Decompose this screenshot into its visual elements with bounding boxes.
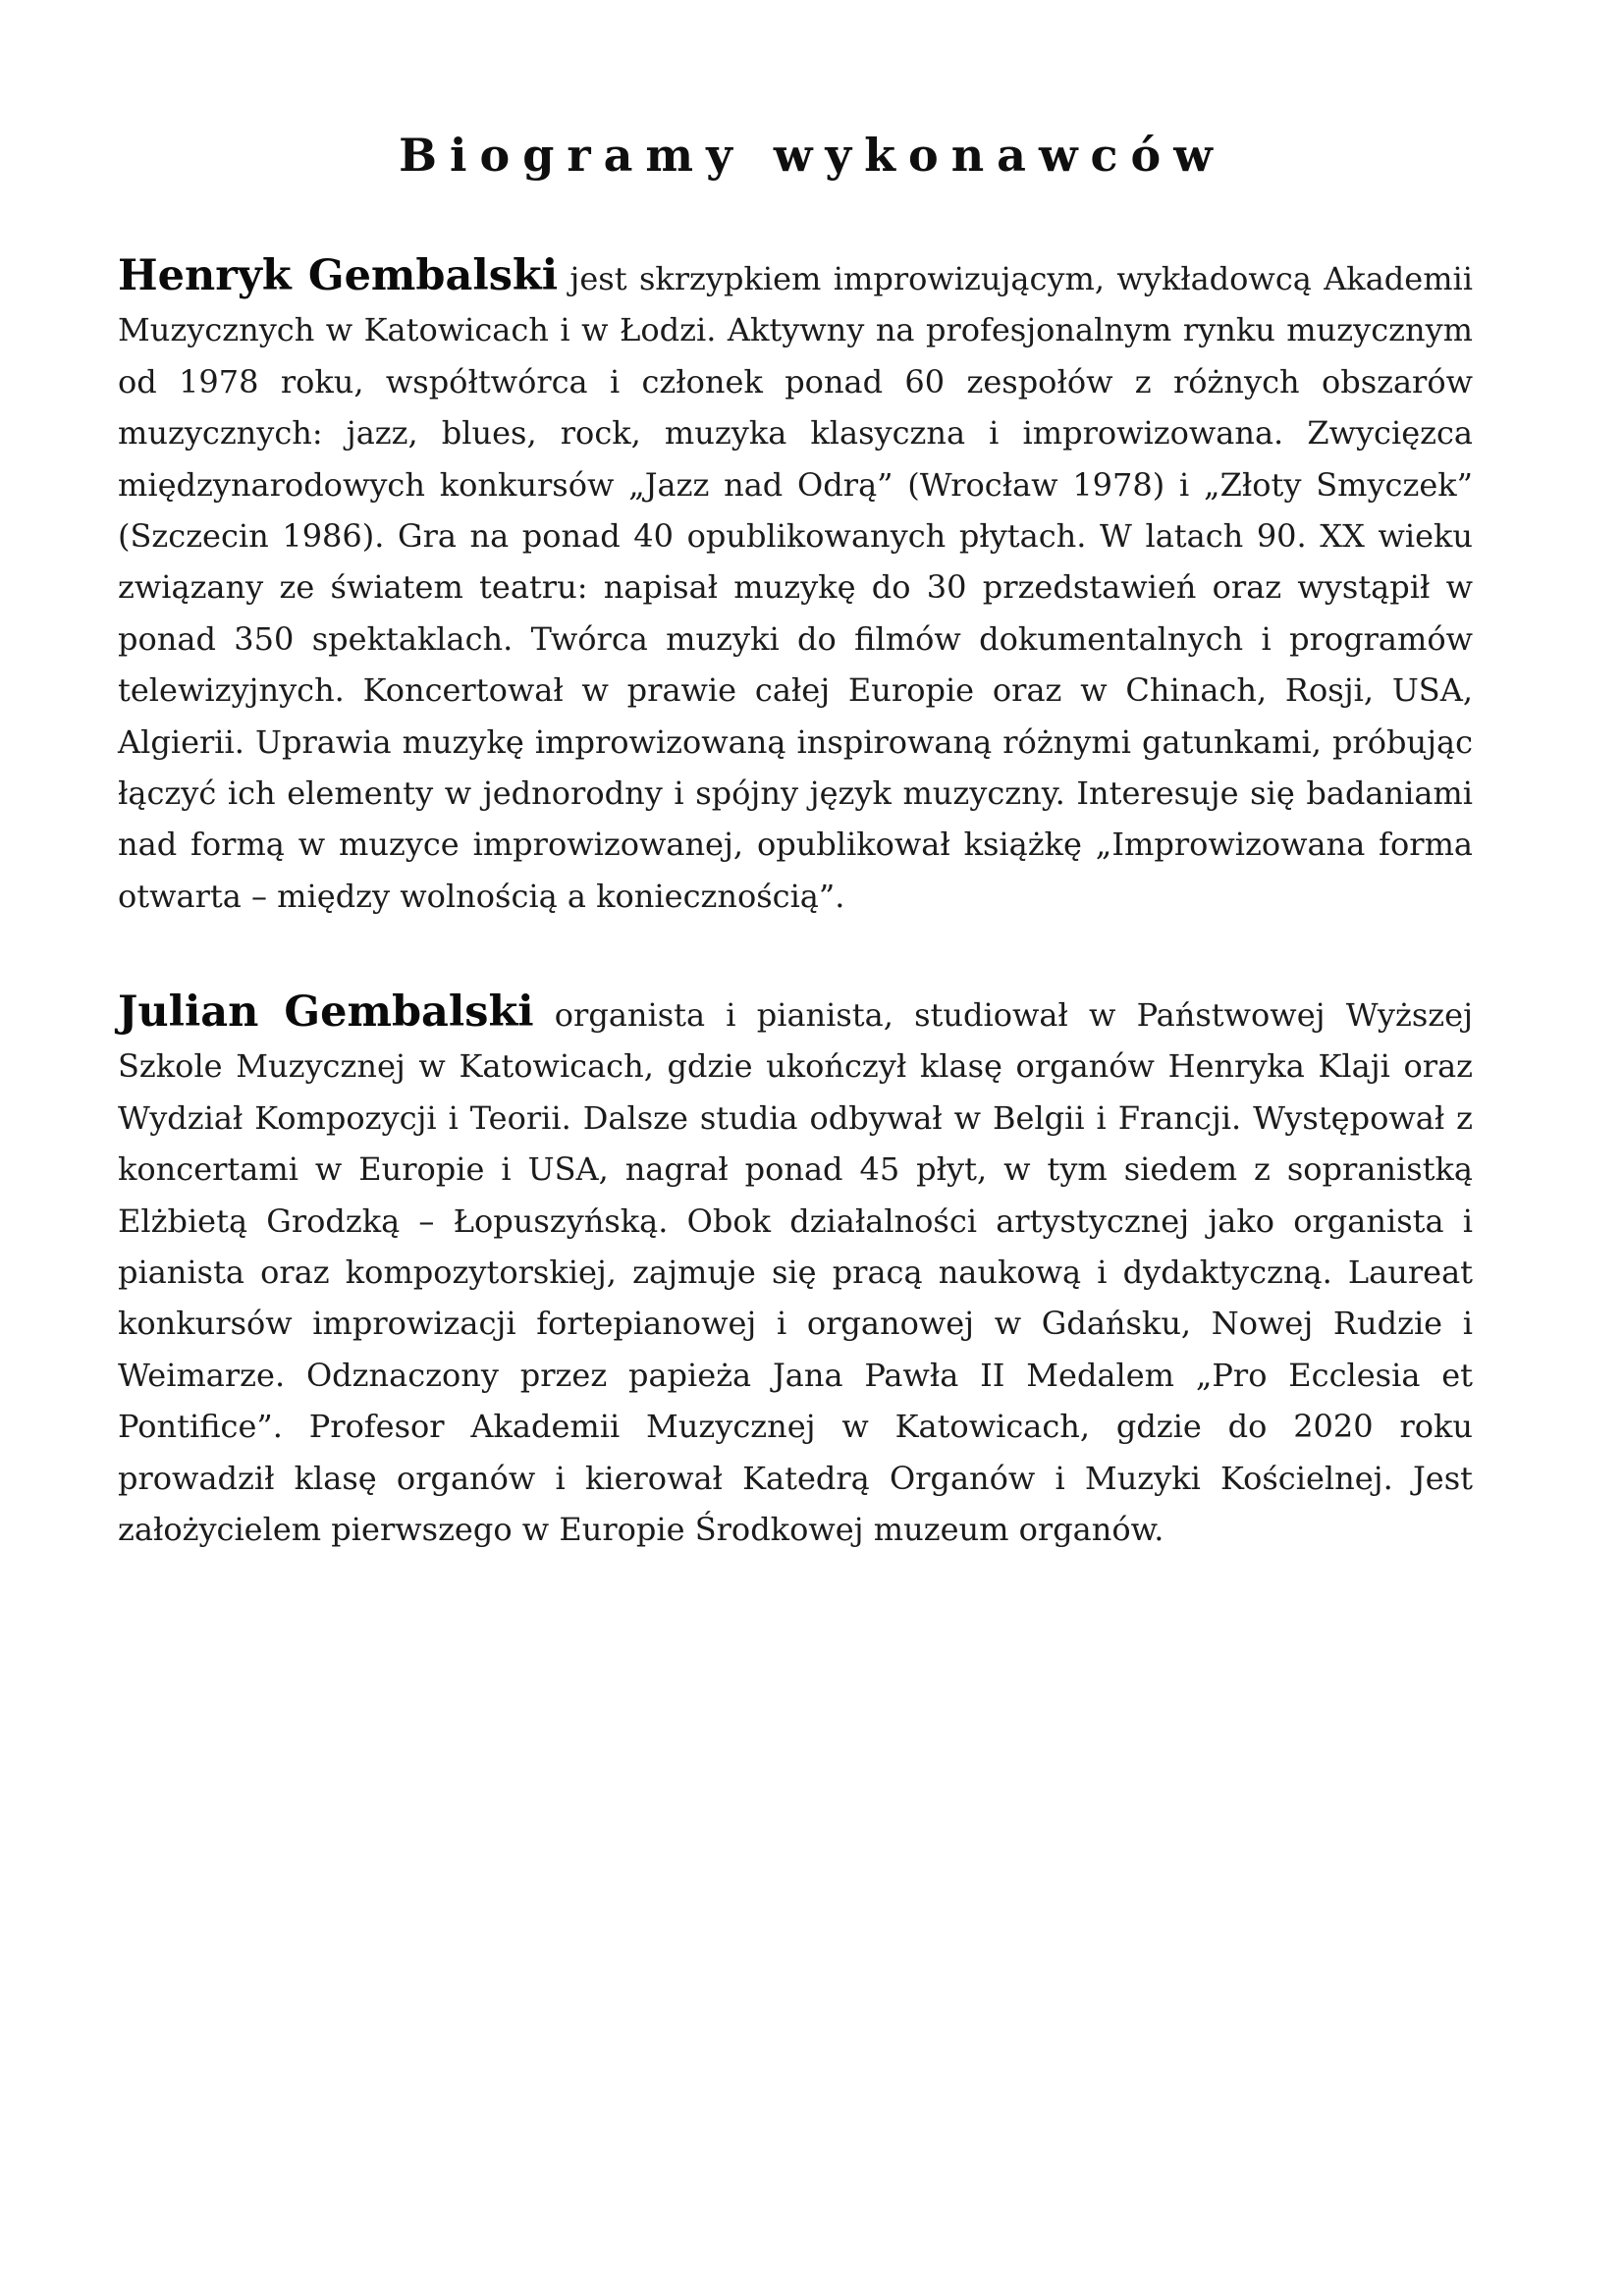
biography-text: jest skrzypkiem improwizującym, wykładowcą Akademii Muzycznych w Katowicach i w Łodzi. Aktywny na profesjonalnym rynku muzycznym od 1978 roku, współtwórca i członek ponad 60 zespołów z różnych obszarów muzycznych: jazz, blues, rock, muzyka klasyczna i improwizowana. Zwycięzca międzynarodowych konkursów „Jazz nad Odrą” (Wrocław 1978) i „Złoty Smyczek” (Szczecin 1986). Gra na ponad 40 opublikowanych płytach. W latach 90. XX wieku związany ze światem teatru: napisał muzykę do 30 przedstawień oraz wystąpił w ponad 350 spektaklach. Twórca muzyki do filmów dokumentalnych i programów telewizyjnych. Koncertował w prawie całej Europie oraz w Chinach, Rosji, USA, Algierii. Uprawia muzykę improwizowaną inspirowaną różnymi gatunkami, próbując łączyć ich elementy w jednorodny i spójny język muzyczny. Interesuje się badaniami nad formą w muzyce improwizowanej, opublikował książkę „Improwizowana forma otwarta – między wolnością a koniecznością”. bbox=[118, 260, 1473, 915]
page-title: Biogramy wykonawców bbox=[399, 129, 1225, 182]
biography-text: organista i pianista, studiował w Państwowej Wyższej Szkole Muzycznej w Katowicach, gdzie ukończył klasę organów Henryka Klaji oraz Wydział Kompozycji i Teorii. Dalsze studia odbywał w Belgii i Francji. Występował z koncertami w Europie i USA, nagrał ponad 45 płyt, w tym siedem z sopranistką Elżbietą Grodzką – Łopuszyńską. Obok działalności artystycznej jako organista i pianista oraz kompozytorskiej, zajmuje się pracą naukową i dydaktyczną. Laureat konkursów improwizacji fortepianowej i organowej w Gdańsku, Nowej Rudzie i Weimarze. Odznaczony przez papieża Jana Pawła II Medalem „Pro Ecclesia et Pontifice”. Profesor Akademii Muzycznej w Katowicach, gdzie do 2020 roku prowadził klasę organów i kierował Katedrą Organów i Muzyki Kościelnej. Jest założycielem pierwszego w Europie Środkowej muzeum organów. bbox=[118, 996, 1474, 1549]
performer-name: Julian Gembalski bbox=[118, 988, 534, 1037]
performer-name: Henryk Gembalski bbox=[118, 251, 559, 300]
biography-henryk-gembalski bbox=[118, 250, 1473, 922]
biography-julian-gembalski bbox=[118, 987, 1473, 1555]
